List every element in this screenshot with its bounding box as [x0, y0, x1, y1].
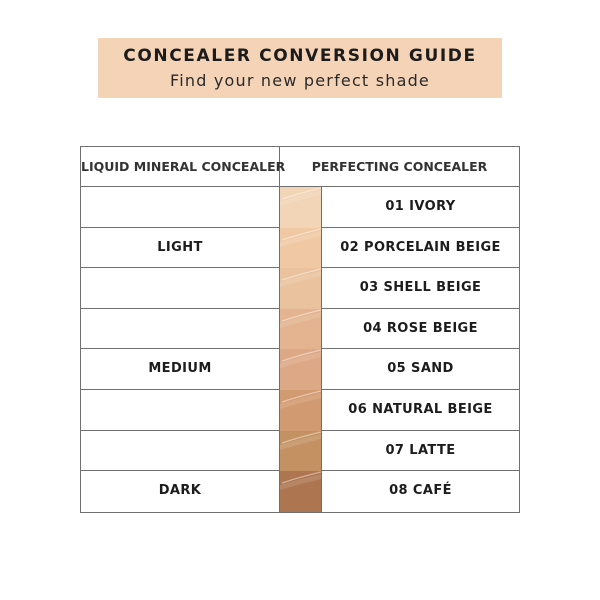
- shade-name-cell: 08 CAFÉ: [389, 483, 452, 499]
- shade-swatch: [280, 228, 321, 269]
- shade-swatch: [280, 268, 321, 309]
- liquid-concealer-cell: DARK: [158, 483, 202, 499]
- header-liquid-mineral-concealer: LIQUID MINERAL CONCEALER: [81, 147, 280, 186]
- shade-swatch: [280, 349, 321, 390]
- swatch-column: [280, 187, 322, 512]
- liquid-concealer-cell: [81, 309, 279, 350]
- page-subtitle: Find your new perfect shade: [170, 71, 430, 90]
- liquid-concealer-cell: [81, 431, 279, 472]
- shade-swatch: [280, 390, 321, 431]
- conversion-table: [80, 146, 520, 513]
- page-title: CONCEALER CONVERSION GUIDE: [123, 46, 477, 66]
- liquid-concealer-cell: [81, 390, 279, 431]
- table-body: [81, 187, 519, 512]
- table-header-row: [81, 147, 519, 187]
- shade-swatch: [280, 309, 321, 350]
- title-banner: [98, 38, 502, 98]
- shade-swatch: [280, 187, 321, 228]
- liquid-concealer-column: [81, 187, 280, 512]
- shade-name-cell: 07 LATTE: [322, 431, 519, 472]
- liquid-concealer-cell: [81, 187, 279, 228]
- liquid-concealer-cell: [81, 268, 279, 309]
- liquid-concealer-cell: MEDIUM: [81, 349, 279, 390]
- liquid-concealer-cell: LIGHT: [81, 228, 279, 269]
- shade-name-cell: 04 ROSE BEIGE: [322, 309, 519, 350]
- header-perfecting-concealer: PERFECTING CONCEALER: [311, 159, 488, 174]
- shade-name-cell: 06 NATURAL BEIGE: [322, 390, 519, 431]
- shade-name-cell: 05 SAND: [322, 349, 519, 390]
- perfecting-concealer-column: [322, 187, 519, 512]
- shade-swatch: [280, 471, 321, 512]
- shade-swatch: [280, 431, 321, 472]
- shade-name-cell: 03 SHELL BEIGE: [322, 268, 519, 309]
- shade-name-cell: 01 IVORY: [322, 187, 519, 228]
- shade-name-cell: 02 PORCELAIN BEIGE: [322, 228, 519, 269]
